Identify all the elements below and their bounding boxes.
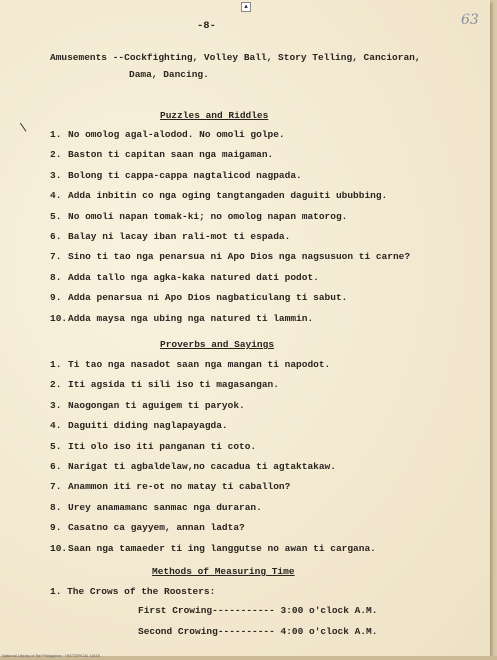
item-text: Daguiti diding naglapayagda. <box>68 420 228 432</box>
proverbs-list <box>50 359 376 563</box>
list-item <box>50 441 376 461</box>
item-number: 1. <box>50 359 62 370</box>
list-item <box>50 359 376 379</box>
list-item <box>50 292 410 312</box>
item-number: 7. <box>50 481 62 493</box>
list-item <box>50 420 376 440</box>
amusements-paragraph <box>50 49 470 83</box>
item-number: 3. <box>50 169 62 181</box>
item-number: 2. <box>50 379 62 391</box>
puzzles-list <box>50 129 410 333</box>
item-text: Naogongan ti aguigem ti paryok. <box>68 399 245 411</box>
item-number: 1. <box>50 129 62 140</box>
list-item <box>50 543 376 563</box>
list-item <box>50 481 376 501</box>
item-number: 4. <box>50 190 62 202</box>
second-crowing: Second Crowing---------- 4:00 o'clock A.M. <box>138 626 378 637</box>
list-item <box>50 231 410 251</box>
item-text: Saan nga tamaeder ti ing langgutse no awan ti cargana. <box>68 542 376 554</box>
item-text: Adda penarsua ni Apo Dios nagbaticulang ti sabut. <box>68 292 348 304</box>
list-item <box>50 461 376 481</box>
item-text: Ti tao nga nasadot saan nga mangan ti napodot. <box>68 359 331 370</box>
page-number: -8- <box>197 20 216 32</box>
pencil-tick-mark <box>20 118 33 131</box>
item-number: 6. <box>50 460 62 472</box>
list-item <box>50 251 410 271</box>
item-text: Adda tallo nga agka-kaka natured dati podot. <box>68 271 319 283</box>
handwritten-page-number: 63 <box>461 12 479 28</box>
list-item <box>50 313 410 333</box>
item-text: Urey anamamanc sanmac nga duraran. <box>68 501 262 513</box>
item-number: 6. <box>50 230 62 242</box>
item-text: No omoli napan tomak-ki; no omolog napan matorog. <box>68 210 348 222</box>
list-item <box>50 190 410 210</box>
item-text: Casatno ca gayyem, annan ladta? <box>68 522 245 534</box>
list-item <box>50 379 376 399</box>
item-text: Iti olo iso iti panganan ti coto. <box>68 440 257 452</box>
list-item <box>50 149 410 169</box>
item-number: 2. <box>50 149 62 161</box>
item-text: Anammon iti re-ot no matay ti caballon? <box>68 481 291 493</box>
list-item <box>50 170 410 190</box>
methods-item-1: 1. The Crows of the Roosters: <box>50 586 216 597</box>
item-text: Narigat ti agbaldelaw,no cacadua ti agtaktakaw. <box>68 460 336 472</box>
item-number: 3. <box>50 399 62 411</box>
item-number: 5. <box>50 210 62 222</box>
item-text: Iti agsida ti sili iso ti magasangan. <box>68 379 279 391</box>
item-number: 10. <box>50 312 68 324</box>
item-number: 7. <box>50 251 62 263</box>
item-text: Bolong ti cappa-cappa nagtalicod nagpada. <box>68 169 302 181</box>
amusements-line-1: Amusements --Cockfighting, Volley Ball, Story Telling, Cancioran, <box>50 52 421 63</box>
item-number: 9. <box>50 292 62 304</box>
item-number: 8. <box>50 501 62 513</box>
page-marker-icon: ▲ <box>241 2 251 12</box>
puzzles-heading: Puzzles and Riddles <box>160 110 269 121</box>
list-item <box>50 129 410 149</box>
item-number: 9. <box>50 522 62 534</box>
scan-footer-text: National Library of the Philippines · HISTORICAL DATA <box>2 653 101 658</box>
amusements-line-2: Dama, Dancing. <box>129 69 209 80</box>
item-text: Balay ni lacay iban rali-mot ti espada. <box>68 230 291 242</box>
item-number: 8. <box>50 271 62 283</box>
item-text: Adda maysa nga ubing nga natured ti lammin. <box>68 312 314 324</box>
list-item <box>50 502 376 522</box>
item-number: 10. <box>50 542 68 554</box>
list-item <box>50 211 410 231</box>
list-item <box>50 272 410 292</box>
methods-heading: Methods of Measuring Time <box>152 566 295 577</box>
item-number: 4. <box>50 420 62 432</box>
item-text: Baston ti capitan saan nga maigaman. <box>68 149 274 161</box>
item-text: Sino ti tao nga penarsua ni Apo Dios nga nagsusuon ti carne? <box>68 251 411 263</box>
proverbs-heading: Proverbs and Sayings <box>160 339 275 350</box>
item-text: Adda inbitin co nga oging tangtangaden daguiti ububbing. <box>68 190 388 202</box>
list-item <box>50 522 376 542</box>
first-crowing: First Crowing----------- 3:00 o'clock A.M. <box>138 605 378 616</box>
item-number: 5. <box>50 440 62 452</box>
list-item <box>50 400 376 420</box>
item-text: No omolog agal-alodod. No omoli golpe. <box>68 129 285 140</box>
